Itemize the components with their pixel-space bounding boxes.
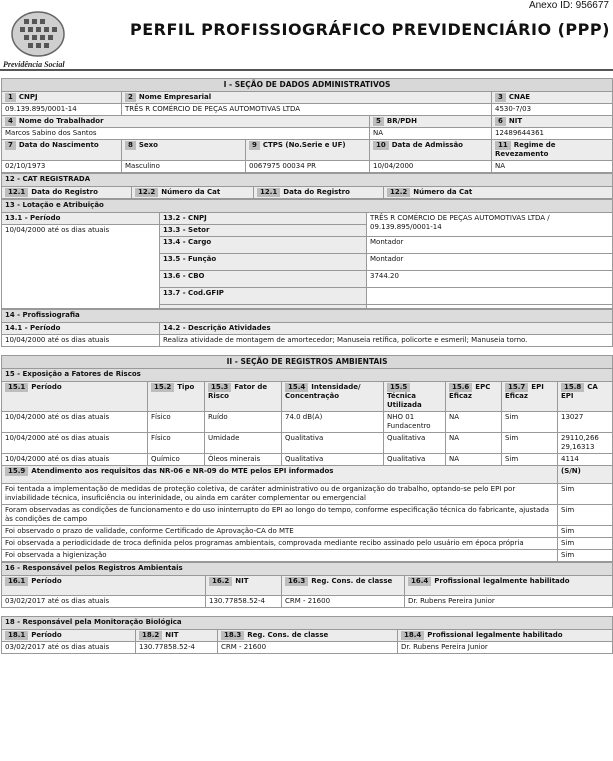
nit-value: 12489644361	[492, 128, 613, 140]
resp18-reg-label: 18.3 Reg. Cons. de classe	[218, 630, 398, 642]
cell-epi: Sim	[502, 433, 558, 454]
col-periodo: 15.1 Período	[2, 382, 148, 412]
col-fator: 15.3 Fator de Risco	[205, 382, 282, 412]
ctps-value: 0067975 00034 PR	[246, 161, 370, 173]
requisito-text: Foi observada a higienização	[2, 550, 558, 562]
cell-epc: NA	[446, 433, 502, 454]
resp16-reg-value: CRM - 21600	[282, 596, 405, 608]
logo-text: Previdência Social	[3, 60, 65, 69]
cbo-value: 3744.20	[367, 271, 613, 288]
nascimento-label: 7 Data do Nascimento	[2, 140, 122, 161]
lotacao-cnpj-label: 13.2 - CNPJ	[160, 213, 367, 225]
exposicao-title: 15 - Exposição a Fatores de Riscos	[2, 369, 613, 382]
requisito-value: Sim	[558, 526, 613, 538]
cell-intensidade: Qualitativa	[282, 433, 384, 454]
header-divider	[0, 69, 613, 71]
section-ambientais-title: II - SEÇÃO DE REGISTROS AMBIENTAIS	[2, 356, 613, 369]
admissao-value: 10/04/2000	[370, 161, 492, 173]
trabalhador-value: Marcos Sabino dos Santos	[2, 128, 370, 140]
cell-fator: Ruído	[205, 412, 282, 433]
requisito-value: Sim	[558, 505, 613, 526]
profissiografia-periodo-label: 14.1 - Período	[2, 323, 160, 335]
resp18-nit-value: 130.77858.52-4	[136, 642, 218, 654]
empresa-value: TRÊS R COMÉRCIO DE PEÇAS AUTOMOTIVAS LTDA	[122, 104, 492, 116]
cell-epc: NA	[446, 412, 502, 433]
cell-tipo: Físico	[148, 412, 205, 433]
col-tecnica: 15.5Técnica Utilizada	[384, 382, 446, 412]
monitoracao-table	[1, 616, 613, 654]
resp18-prof-label: 18.4 Profissional legalmente habilitado	[398, 630, 613, 642]
cell-tipo: Químico	[148, 454, 205, 466]
cargo-label: 13.4 - Cargo	[160, 237, 367, 254]
cat-numero-label-2: 12.2 Número da Cat	[384, 187, 613, 199]
cell-tecnica: Qualitativa	[384, 454, 446, 466]
cell-fator: Umidade	[205, 433, 282, 454]
cell-epi: Sim	[502, 412, 558, 433]
cell-periodo: 10/04/2000 até os dias atuais	[2, 433, 148, 454]
gfip-label: 13.7 - Cod.GFIP	[160, 288, 367, 305]
lotacao-periodo-label: 13.1 - Período	[2, 213, 160, 225]
section-admin-table	[1, 78, 613, 173]
requisito-value: Sim	[558, 550, 613, 562]
table-row	[2, 412, 613, 433]
admissao-label: 10 Data de Admissão	[370, 140, 492, 161]
cat-title: 12 - CAT REGISTRADA	[2, 174, 613, 187]
lotacao-periodo-value: 10/04/2000 até os dias atuais	[2, 225, 160, 309]
cell-ca: 4114	[558, 454, 613, 466]
anexo-id: Anexo ID: 956677	[528, 0, 609, 11]
cargo-value: Montador	[367, 237, 613, 254]
requisito-text: Foram observadas as condições de funcionamento e do uso ininterrupto do EPI ao longo do tempo, conforme especificação técnica do fabricante, ajustada às condições de campo	[2, 505, 558, 526]
cell-intensidade: 74.0 dB(A)	[282, 412, 384, 433]
cell-tecnica: NHO 01 Fundacentro	[384, 412, 446, 433]
sn-label: (S/N)	[558, 466, 613, 484]
monitoracao-title: 18 - Responsável pela Monitoração Biológica	[2, 617, 613, 630]
cnae-value: 4530-7/03	[492, 104, 613, 116]
document-header	[0, 6, 613, 70]
resp18-nit-label: 18.2 NIT	[136, 630, 218, 642]
requisito-text: Foi observada a periodicidade de troca definida pelos programas ambientais, comprovada mediante recibo assinado pelo usuário em época própria	[2, 538, 558, 550]
empresa-label: 2 Nome Empresarial	[122, 92, 492, 104]
col-epc: 15.6 EPC Eficaz	[446, 382, 502, 412]
nit-label: 6 NIT	[492, 116, 613, 128]
cell-tecnica: Qualitativa	[384, 433, 446, 454]
requisito-value: Sim	[558, 484, 613, 505]
lotacao-cnpj-value: TRÊS R COMÉRCIO DE PEÇAS AUTOMOTIVAS LTDA / 09.139.895/0001-14	[367, 213, 613, 237]
cat-data-registro-label-2: 12.1 Data do Registro	[254, 187, 384, 199]
nascimento-value: 02/10/1973	[2, 161, 122, 173]
profissiografia-periodo-value: 10/04/2000 até os dias atuais	[2, 335, 160, 347]
br-value: NA	[370, 128, 492, 140]
cell-ca: 13027	[558, 412, 613, 433]
resp16-nit-value: 130.77858.52-4	[206, 596, 282, 608]
requisito-value: Sim	[558, 538, 613, 550]
cnpj-label: 1 CNPJ	[2, 92, 122, 104]
funcao-label: 13.5 - Função	[160, 254, 367, 271]
requisito-text: Foi observado o prazo de validade, conforme Certificado de Aprovação-CA do MTE	[2, 526, 558, 538]
lotacao-title: 13 - Lotação e Atribuição	[2, 200, 613, 213]
resp16-prof-value: Dr. Rubens Pereira Junior	[405, 596, 613, 608]
page-title: PERFIL PROFISSIOGRÁFICO PREVIDENCIÁRIO (PPP)	[130, 20, 610, 39]
responsavel-ambientais-table	[1, 562, 613, 608]
cell-periodo: 10/04/2000 até os dias atuais	[2, 454, 148, 466]
cbo-label: 13.6 - CBO	[160, 271, 367, 288]
cell-periodo: 10/04/2000 até os dias atuais	[2, 412, 148, 433]
col-epi: 15.7 EPI Eficaz	[502, 382, 558, 412]
col-intensidade: 15.4 Intensidade/ Concentração	[282, 382, 384, 412]
profissiografia-title: 14 - Profissiografia	[2, 310, 613, 323]
gfip-value	[367, 288, 613, 305]
cell-epc: NA	[446, 454, 502, 466]
descricao-label: 14.2 - Descrição Atividades	[160, 323, 613, 335]
ctps-label: 9 CTPS (No.Serie e UF)	[246, 140, 370, 161]
cell-tipo: Físico	[148, 433, 205, 454]
resp18-periodo-label: 18.1 Período	[2, 630, 136, 642]
responsavel-ambientais-title: 16 - Responsável pelos Registros Ambientais	[2, 563, 613, 576]
cnae-label: 3 CNAE	[492, 92, 613, 104]
funcao-value: Montador	[367, 254, 613, 271]
cell-ca: 29110,266 29,16313	[558, 433, 613, 454]
cell-intensidade: Qualitativa	[282, 454, 384, 466]
col-ca: 15.8 CA EPI	[558, 382, 613, 412]
lotacao-table	[1, 199, 613, 309]
previdencia-logo-icon	[6, 9, 70, 59]
profissiografia-table	[1, 309, 613, 347]
cell-epi: Sim	[502, 454, 558, 466]
resp18-periodo-value: 03/02/2017 até os dias atuais	[2, 642, 136, 654]
br-label: 5 BR/PDH	[370, 116, 492, 128]
regime-value: NA	[492, 161, 613, 173]
cell-fator: Óleos minerais	[205, 454, 282, 466]
cnpj-value: 09.139.895/0001-14	[2, 104, 122, 116]
descricao-value: Realiza atividade de montagem de amortecedor; Manuseia retífica, policorte e esmeril; Manuseia torno.	[160, 335, 613, 347]
cat-table	[1, 173, 613, 199]
resp16-periodo-value: 03/02/2017 até os dias atuais	[2, 596, 206, 608]
trabalhador-label: 4 Nome do Trabalhador	[2, 116, 370, 128]
table-row	[2, 433, 613, 454]
col-tipo: 15.2 Tipo	[148, 382, 205, 412]
setor-label: 13.3 - Setor	[160, 225, 367, 237]
resp18-prof-value: Dr. Rubens Pereira Junior	[398, 642, 613, 654]
sexo-label: 8 Sexo	[122, 140, 246, 161]
requisito-text: Foi tentada a implementação de medidas de proteção coletiva, de caráter administrativo ou de organização do trabalho, optando-se pelo EPI por inviabilidade técnica, insuficiência ou interinidade, ou ainda em caráter complementar ou emergencial	[2, 484, 558, 505]
exposicao-table	[1, 355, 613, 562]
resp16-prof-label: 16.4 Profissional legalmente habilitado	[405, 576, 613, 596]
resp18-reg-value: CRM - 21600	[218, 642, 398, 654]
regime-label: 11 Regime de Revezamento	[492, 140, 613, 161]
sexo-value: Masculino	[122, 161, 246, 173]
cat-numero-label: 12.2 Número da Cat	[132, 187, 254, 199]
section-title: I - SEÇÃO DE DADOS ADMINISTRATIVOS	[2, 79, 613, 92]
table-row	[2, 454, 613, 466]
resp16-nit-label: 16.2 NIT	[206, 576, 282, 596]
cat-data-registro-label: 12.1 Data do Registro	[2, 187, 132, 199]
ppp-form	[1, 78, 612, 654]
nr-requisitos-label: 15.9 Atendimento aos requisitos das NR-06 e NR-09 do MTE pelos EPI informados	[2, 466, 558, 484]
resp16-reg-label: 16.3 Reg. Cons. de classe	[282, 576, 405, 596]
resp16-periodo-label: 16.1 Período	[2, 576, 206, 596]
